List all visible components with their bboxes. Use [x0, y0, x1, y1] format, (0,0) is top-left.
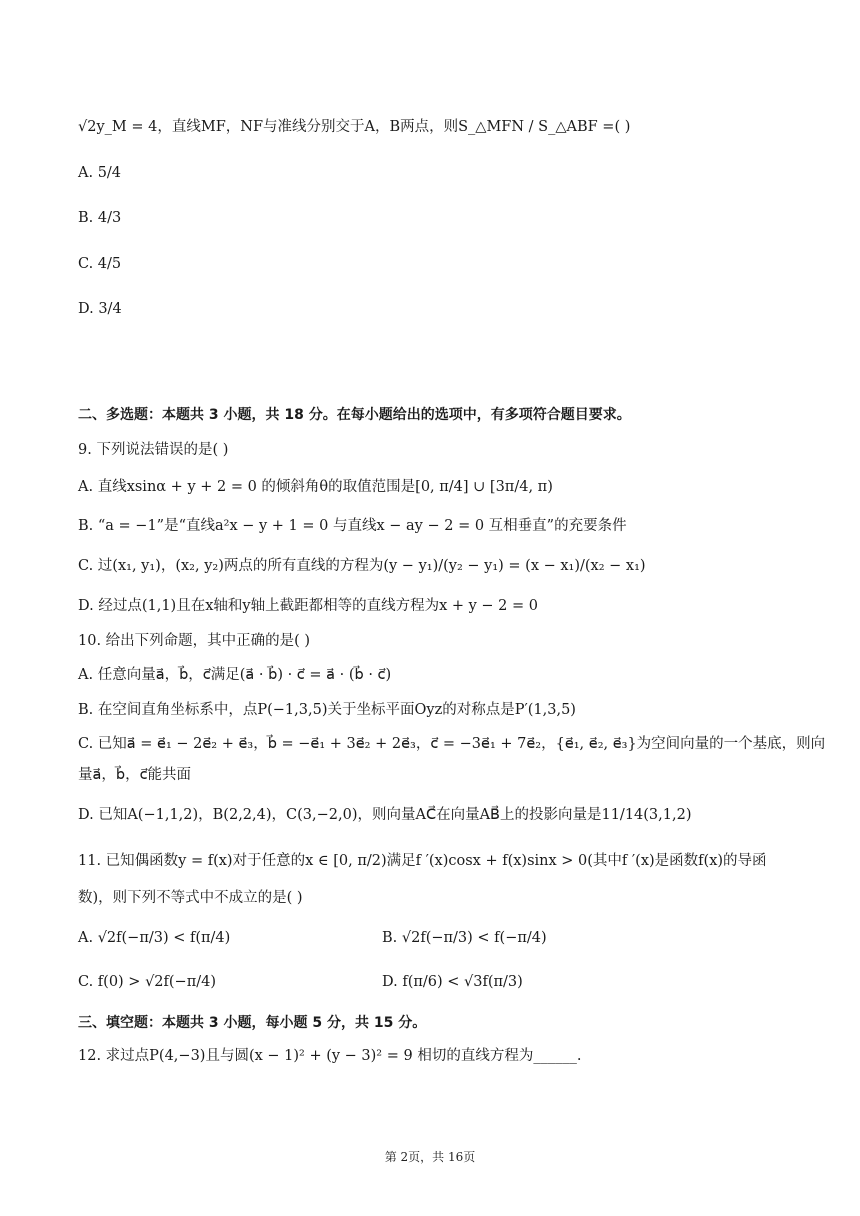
q8-option-b: B. 4/3	[78, 210, 122, 226]
question-8-continuation: √2y_M = 4，直线MF，NF与准线分别交于A，B两点，则S_△MFN / S_△ABF =( )	[78, 119, 631, 135]
q9-option-b: B. “a = −1”是“直线a²x − y + 1 = 0 与直线x − ay − 2 = 0 互相垂直”的充要条件	[78, 518, 627, 534]
q10-option-c: C. 已知a⃗ = e⃗₁ − 2e⃗₂ + e⃗₃，b⃗ = −e⃗₁ + 3e⃗₂ + 2e⃗₃，c⃗ = −3e⃗₁ + 7e⃗₂，{e⃗₁, e⃗₂, e⃗₃}为空间向量的一个基底，则向	[78, 736, 826, 752]
page-footer: 第 2页，共 16页	[384, 1150, 476, 1164]
q8-option-d: D. 3/4	[78, 301, 122, 317]
section-3-heading: 三、填空题：本题共 3 小题，每小题 5 分，共 15 分。	[78, 1015, 427, 1031]
q11-stem-line2: 数)，则下列不等式中不成立的是( )	[78, 890, 303, 906]
q9-option-c: C. 过(x₁, y₁)，(x₂, y₂)两点的所有直线的方程为(y − y₁)/(y₂ − y₁) = (x − x₁)/(x₂ − x₁)	[78, 558, 646, 574]
section-2-heading: 二、多选题：本题共 3 小题，共 18 分。在每小题给出的选项中，有多项符合题目要求。	[78, 407, 631, 423]
q11-option-c: C. f(0) > √2f(−π/4)	[78, 974, 217, 990]
q11-option-b: B. √2f(−π/3) < f(−π/4)	[382, 930, 547, 946]
q9-stem: 9. 下列说法错误的是( )	[78, 442, 229, 458]
q11-option-d: D. f(π/6) < √3f(π/3)	[382, 974, 523, 990]
q10-option-a: A. 任意向量a⃗，b⃗，c⃗满足(a⃗ · b⃗) · c⃗ = a⃗ · (b⃗ · c⃗)	[78, 667, 392, 683]
q10-stem: 10. 给出下列命题，其中正确的是( )	[78, 633, 311, 649]
q10-option-c-cont: 量a⃗，b⃗，c⃗能共面	[78, 767, 192, 783]
q10-option-b: B. 在空间直角坐标系中，点P(−1,3,5)关于坐标平面Oyz的对称点是P′(1,3,5)	[78, 702, 576, 718]
q11-option-a: A. √2f(−π/3) < f(π/4)	[78, 930, 231, 946]
q10-option-d: D. 已知A(−1,1,2)，B(2,2,4)，C(3,−2,0)，则向量AC⃗在向量AB⃗上的投影向量是11/14(3,1,2)	[78, 807, 692, 823]
q8-option-c: C. 4/5	[78, 256, 122, 272]
q11-stem-line1: 11. 已知偶函数y = f(x)对于任意的x ∈ [0, π/2)满足f ′(x)cosx + f(x)sinx > 0(其中f ′(x)是函数f(x)的导函	[78, 853, 767, 869]
q8-option-a: A. 5/4	[78, 165, 122, 181]
q9-option-a: A. 直线xsinα + y + 2 = 0 的倾斜角θ的取值范围是[0, π/4] ∪ [3π/4, π)	[78, 479, 553, 495]
q12-stem: 12. 求过点P(4,−3)且与圆(x − 1)² + (y − 3)² = 9 相切的直线方程为______.	[78, 1048, 582, 1064]
q9-option-d: D. 经过点(1,1)且在x轴和y轴上截距都相等的直线方程为x + y − 2 = 0	[78, 598, 538, 614]
